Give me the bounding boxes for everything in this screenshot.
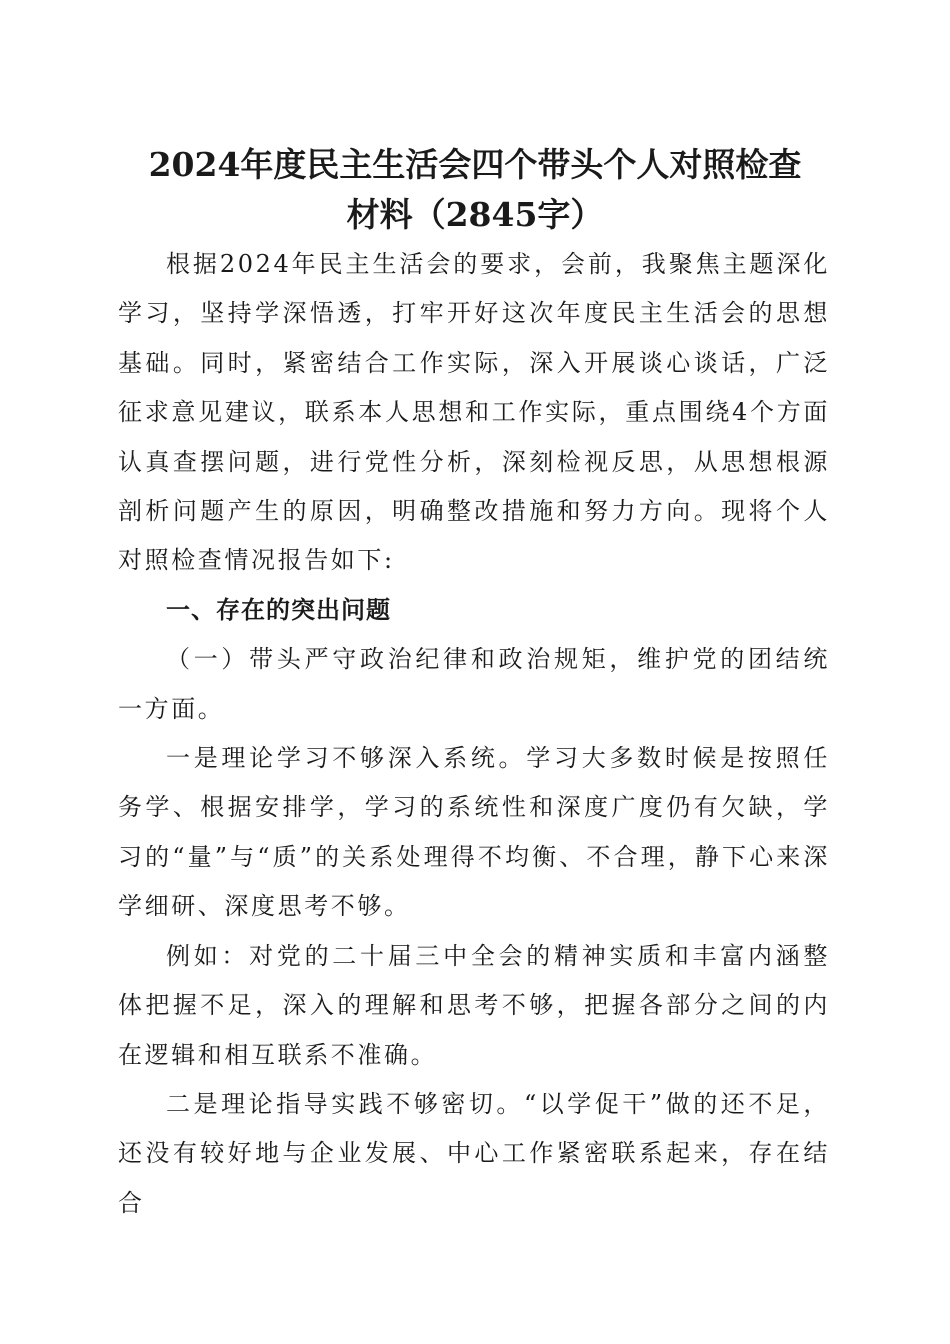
intro-paragraph: 根据2024年民主生活会的要求，会前，我聚焦主题深化学习，坚持学深悟透，打牢开好这次年度民主生活会的思想基础。同时，紧密结合工作实际，深入开展谈心谈话，广泛征求意见建议，联系本人思想和工作实际，重点围绕4个方面认真查摆问题，进行党性分析，深刻检视反思，从思想根源剖析问题产生的原因，明确整改措施和努力方向。现将个人对照检查情况报告如下: [118, 250, 830, 575]
body-paragraph: 一是理论学习不够深入系统。学习大多数时候是按照任务学、根据安排学，学习的系统性和深度广度仍有欠缺，学习的“量”与“质”的关系处理得不均衡、不合理，静下心来深学细研、深度思考不够。 [118, 744, 830, 921]
example-paragraph: 例如：对党的二十届三中全会的精神实质和丰富内涵整体把握不足，深入的理解和思考不够，把握各部分之间的内在逻辑和相互联系不准确。 [118, 941, 830, 1069]
document-body [118, 240, 830, 1228]
document-title [100, 140, 850, 240]
title-line-2: 材料（2845字） [346, 195, 604, 234]
title-line-1: 2024年度民主生活会四个带头个人对照检查 [148, 145, 802, 184]
subsection-heading: （一）带头严守政治纪律和政治规矩，维护党的团结统一方面。 [118, 645, 830, 723]
section-heading: 一、存在的突出问题 [166, 595, 391, 624]
body-paragraph: 二是理论指导实践不够密切。“以学促干”做的还不足，还没有较好地与企业发展、中心工作紧密联系起来，存在结合 [118, 1089, 830, 1217]
